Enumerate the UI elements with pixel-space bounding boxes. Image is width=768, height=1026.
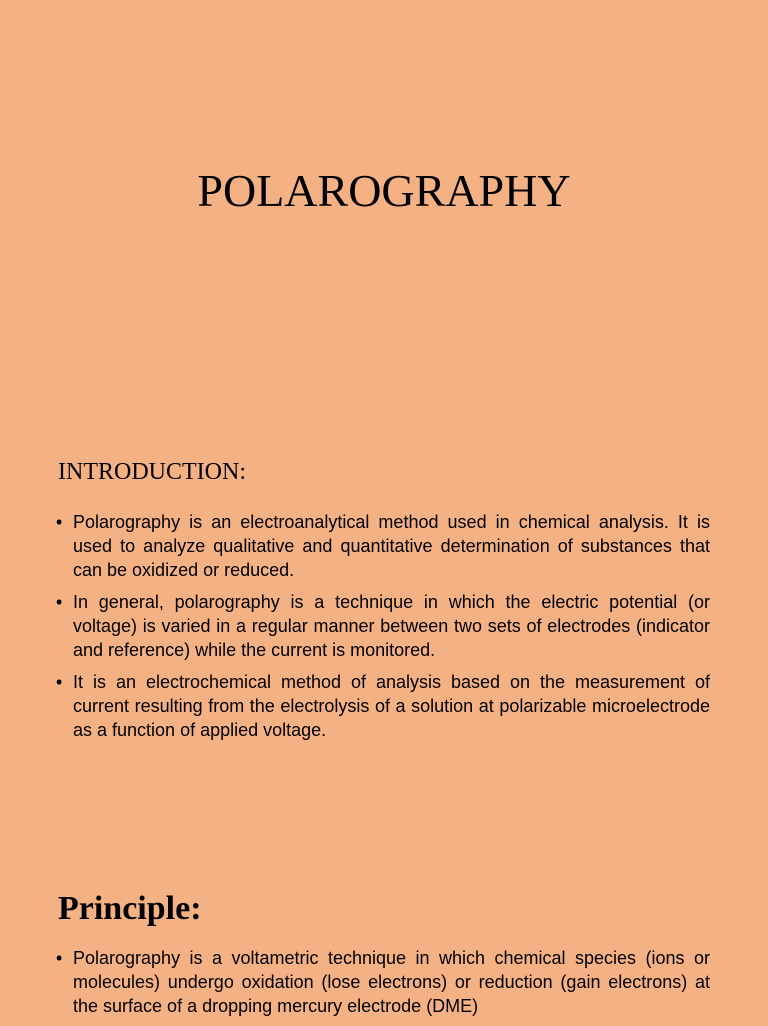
principle-heading: Principle: — [58, 890, 202, 927]
bullet-dot-icon: • — [56, 512, 63, 532]
introduction-bullet-text: Polarography is an electroanalytical method used in chemical analysis. It is used to analyze qualitative and quantitative determination of substances that can be oxidized or reduced. — [73, 512, 710, 580]
document-title: POLAROGRAPHY — [197, 165, 571, 216]
introduction-bullet-list — [56, 510, 710, 750]
introduction-bullet-item — [56, 510, 710, 582]
introduction-heading: INTRODUCTION: — [58, 459, 246, 485]
principle-bullet-list — [56, 946, 710, 1026]
introduction-bullet-text: In general, polarography is a technique in which the electric potential (or voltage) is varied in a regular manner between two sets of electrodes (indicator and reference) while the current is monitored. — [73, 592, 710, 660]
introduction-bullet-item — [56, 670, 710, 742]
principle-bullet-item — [56, 946, 710, 1018]
principle-bullet-text: Polarography is a voltametric technique in which chemical species (ions or molecules) undergo oxidation (lose electrons) or reduction (gain electrons) at the surface of a dropping mercury electrode (DME) — [73, 948, 710, 1016]
introduction-bullet-item — [56, 590, 710, 662]
bullet-dot-icon: • — [56, 592, 63, 612]
bullet-dot-icon: • — [56, 948, 63, 968]
introduction-bullet-text: It is an electrochemical method of analysis based on the measurement of current resulting from the electrolysis of a solution at polarizable microelectrode as a function of applied voltage. — [73, 672, 710, 740]
bullet-dot-icon: • — [56, 672, 63, 692]
